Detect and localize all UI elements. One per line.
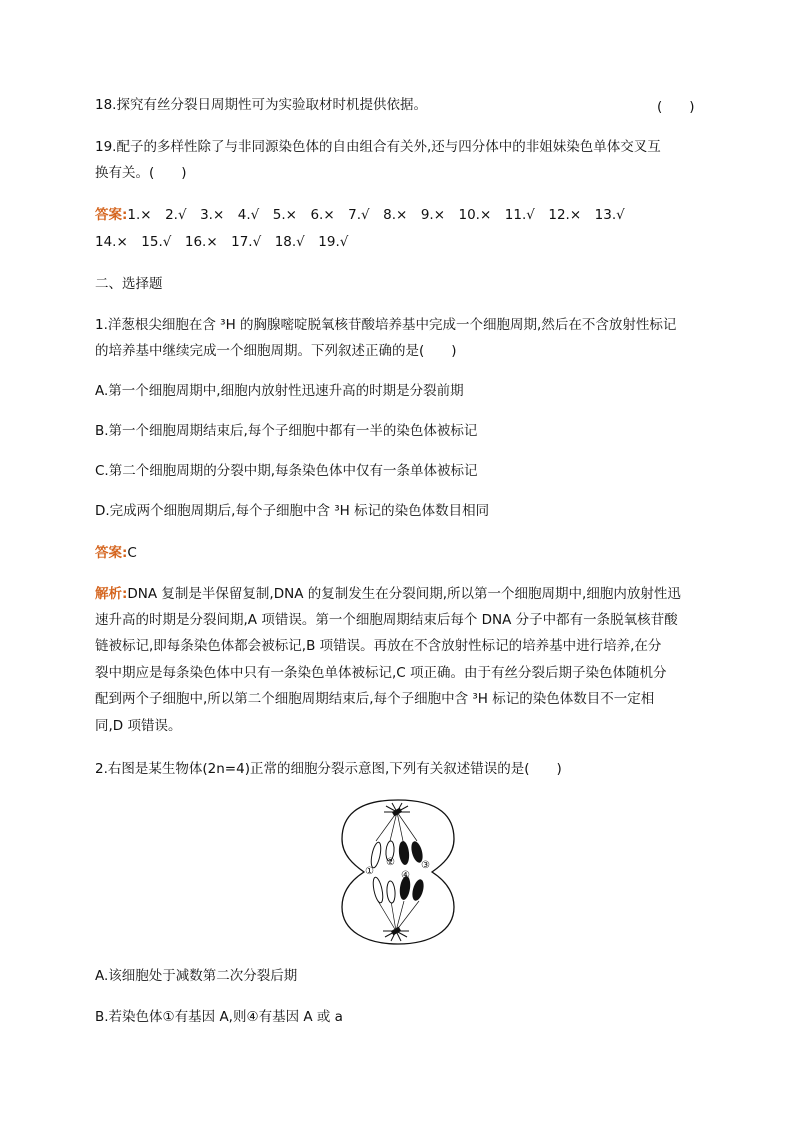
question-19-line-1: 19.配子的多样性除了与非同源染色体的自由组合有关外,还与四分体中的非姐妹染色单体交叉互 <box>95 139 661 155</box>
answer-label: 答案: <box>95 207 128 223</box>
mc1-option-b: B.第一个细胞周期结束后,每个子细胞中都有一半的染色体被标记 <box>95 423 478 439</box>
mc1-analysis-line-4: 裂中期应是每条染色体中只有一条染色单体被标记,C 项正确。由于有丝分裂后期子染色体随机分 <box>95 665 667 681</box>
mc2-option-a: A.该细胞处于减数第二次分裂后期 <box>95 968 298 984</box>
label-3: ③ <box>421 860 430 871</box>
mc1-analysis-line-5: 配到两个子细胞中,所以第二个细胞周期结束后,每个子细胞中含 ³H 标记的染色体数目不一定相 <box>95 691 655 707</box>
mc1-analysis-line-3: 链被标记,即每条染色体都会被标记,B 项错误。再放在不含放射性标记的培养基中进行培养,在分 <box>95 638 662 654</box>
mc1-stem-line-2: 的培养基中继续完成一个细胞周期。下列叙述正确的是( ) <box>95 343 457 359</box>
section-title: 二、选择题 <box>95 276 163 292</box>
chromosome-light-lower-2 <box>386 881 396 904</box>
label-4: ④ <box>401 870 410 881</box>
mc2-stem: 2.右图是某生物体(2n=4)正常的细胞分裂示意图,下列有关叙述错误的是( ) <box>95 761 562 777</box>
spindle-fibers <box>376 812 419 931</box>
mc1-option-a: A.第一个细胞周期中,细胞内放射性迅速升高的时期是分裂前期 <box>95 383 464 399</box>
chromosome-light-lower-1 <box>371 876 384 903</box>
question-19-line-2: 换有关。( ) <box>95 165 187 181</box>
tf-answer-line-2: 14.× 15.√ 16.× 17.√ 18.√ 19.√ <box>95 234 349 250</box>
mc1-answer-label: 答案: <box>95 545 128 561</box>
mc1-option-c: C.第二个细胞周期的分裂中期,每条染色体中仅有一条单体被标记 <box>95 463 478 479</box>
mc1-analysis-line-6: 同,D 项错误。 <box>95 718 182 734</box>
analysis-label: 解析: <box>95 586 128 602</box>
chromosome-1 <box>369 841 382 868</box>
label-1: ① <box>365 866 374 877</box>
tf-answer-line-1 <box>95 205 625 225</box>
mc1-option-d: D.完成两个细胞周期后,每个子细胞中含 ³H 标记的染色体数目相同 <box>95 503 490 519</box>
tf-answer-values-1: 1.× 2.√ 3.× 4.√ 5.× 6.× 7.√ 8.× 9.× 10.× 11.√ 12.× 13.√ <box>127 207 625 223</box>
question-18-blank: ( ) <box>657 99 695 115</box>
mc1-answer-value: C <box>127 545 137 561</box>
mc1-answer <box>95 543 137 563</box>
mc1-stem-line-1: 1.洋葱根尖细胞在含 ³H 的胸腺嘧啶脱氧核苷酸培养基中完成一个细胞周期,然后在不含放射性标记 <box>95 317 677 333</box>
label-2: ② <box>386 857 395 868</box>
chromosome-3-dark <box>398 841 410 866</box>
mc1-analysis-line-1 <box>95 584 681 604</box>
mc1-analysis-text-1: DNA 复制是半保留复制,DNA 的复制发生在分裂间期,所以第一个细胞周期中,细胞内放射性迅 <box>127 586 681 602</box>
cell-division-figure <box>336 797 460 947</box>
question-18: 18.探究有丝分裂日周期性可为实验取材时机提供依据。 <box>95 97 427 113</box>
chromosome-dark-lower <box>410 878 425 902</box>
mc1-analysis-line-2: 速升高的时期是分裂间期,A 项错误。第一个细胞周期结束后每个 DNA 分子中都有一条脱氧核苷酸 <box>95 612 678 628</box>
upper-centrosome <box>384 803 410 816</box>
mc2-option-b: B.若染色体①有基因 A,则④有基因 A 或 a <box>95 1009 343 1025</box>
